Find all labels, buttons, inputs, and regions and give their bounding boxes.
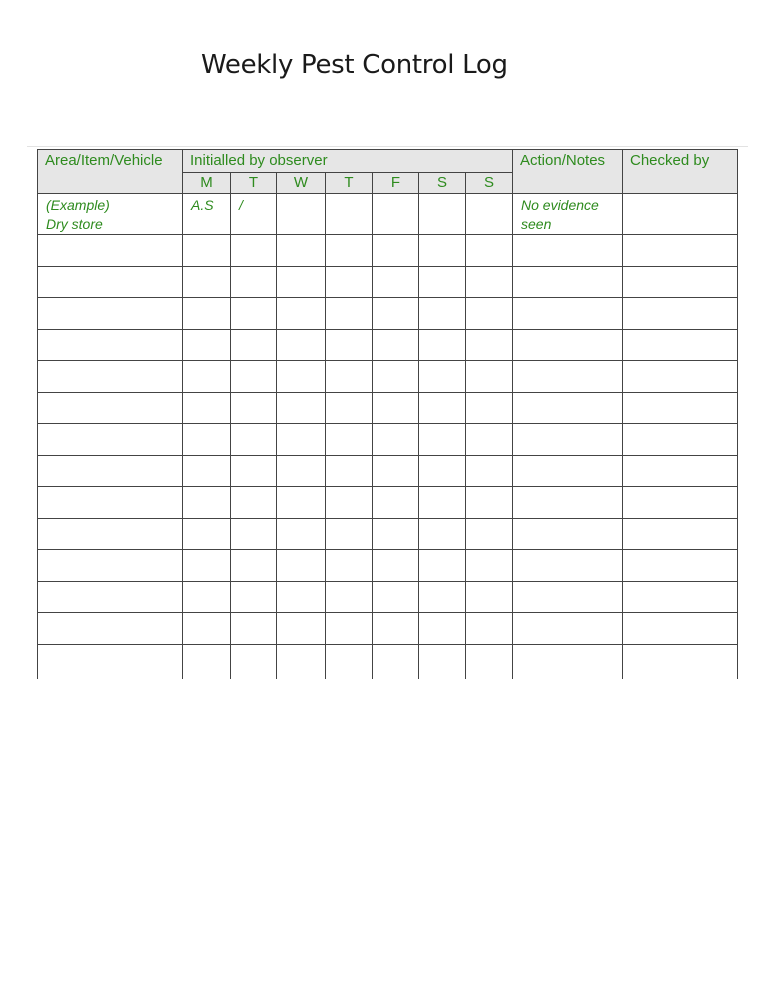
- thursday-cell[interactable]: [326, 550, 373, 582]
- table-row: [38, 581, 738, 613]
- sunday-cell[interactable]: [466, 298, 513, 330]
- saturday-cell[interactable]: [419, 298, 466, 330]
- day-header-tuesday: T: [231, 173, 277, 194]
- header-row: [38, 150, 738, 173]
- wednesday-cell[interactable]: [277, 298, 326, 330]
- friday-cell[interactable]: [373, 455, 419, 487]
- saturday-cell[interactable]: [419, 329, 466, 361]
- wednesday-cell[interactable]: [277, 613, 326, 645]
- checked-cell[interactable]: [623, 298, 738, 330]
- checked-cell[interactable]: [623, 235, 738, 267]
- notes-cell[interactable]: [513, 613, 623, 645]
- monday-cell[interactable]: [183, 298, 231, 330]
- table-row: [38, 518, 738, 550]
- example-friday-cell[interactable]: [373, 194, 419, 235]
- table-row: [38, 424, 738, 456]
- example-notes-line1: No evidence: [521, 197, 599, 213]
- header-checked-by: Checked by: [623, 150, 738, 194]
- tuesday-cell[interactable]: [231, 518, 277, 550]
- wednesday-cell[interactable]: [277, 329, 326, 361]
- header-initialled: Initialled by observer: [183, 150, 513, 173]
- example-row: [38, 194, 738, 235]
- checked-cell[interactable]: [623, 644, 738, 679]
- thursday-cell[interactable]: [326, 392, 373, 424]
- pest-control-log-table: [37, 149, 738, 679]
- sunday-cell[interactable]: [466, 581, 513, 613]
- notes-cell[interactable]: [513, 487, 623, 519]
- example-area-cell[interactable]: [38, 194, 183, 235]
- table-row: [38, 392, 738, 424]
- day-header-sunday: S: [466, 173, 513, 194]
- notes-cell[interactable]: [513, 581, 623, 613]
- notes-cell[interactable]: [513, 361, 623, 393]
- area-cell[interactable]: [38, 644, 183, 679]
- tuesday-cell[interactable]: [231, 487, 277, 519]
- sunday-cell[interactable]: [466, 235, 513, 267]
- wednesday-cell[interactable]: [277, 235, 326, 267]
- example-monday-initials: A.S: [191, 197, 214, 213]
- tuesday-cell[interactable]: [231, 613, 277, 645]
- example-saturday-cell[interactable]: [419, 194, 466, 235]
- tuesday-cell[interactable]: [231, 424, 277, 456]
- friday-cell[interactable]: [373, 361, 419, 393]
- example-tuesday-cell[interactable]: [231, 194, 277, 235]
- saturday-cell[interactable]: [419, 581, 466, 613]
- area-cell[interactable]: [38, 392, 183, 424]
- tuesday-cell[interactable]: [231, 329, 277, 361]
- saturday-cell[interactable]: [419, 392, 466, 424]
- saturday-cell[interactable]: [419, 424, 466, 456]
- notes-cell[interactable]: [513, 518, 623, 550]
- area-cell[interactable]: [38, 298, 183, 330]
- sunday-cell[interactable]: [466, 455, 513, 487]
- wednesday-cell[interactable]: [277, 550, 326, 582]
- notes-cell[interactable]: [513, 550, 623, 582]
- checked-cell[interactable]: [623, 266, 738, 298]
- checked-cell[interactable]: [623, 581, 738, 613]
- example-notes-line2: seen: [521, 216, 552, 232]
- table-row: [38, 550, 738, 582]
- tuesday-cell[interactable]: [231, 266, 277, 298]
- table-row: [38, 644, 738, 679]
- thursday-cell[interactable]: [326, 329, 373, 361]
- saturday-cell[interactable]: [419, 550, 466, 582]
- notes-cell[interactable]: [513, 455, 623, 487]
- tuesday-cell[interactable]: [231, 235, 277, 267]
- table-row: [38, 487, 738, 519]
- area-cell[interactable]: [38, 424, 183, 456]
- saturday-cell[interactable]: [419, 644, 466, 679]
- table-row: [38, 298, 738, 330]
- table-row: [38, 266, 738, 298]
- table-row: [38, 613, 738, 645]
- sunday-cell[interactable]: [466, 550, 513, 582]
- monday-cell[interactable]: [183, 644, 231, 679]
- checked-cell[interactable]: [623, 361, 738, 393]
- tuesday-cell[interactable]: [231, 550, 277, 582]
- friday-cell[interactable]: [373, 298, 419, 330]
- notes-cell[interactable]: [513, 392, 623, 424]
- wednesday-cell[interactable]: [277, 361, 326, 393]
- friday-cell[interactable]: [373, 235, 419, 267]
- top-divider: [27, 146, 748, 147]
- example-sunday-cell[interactable]: [466, 194, 513, 235]
- area-cell[interactable]: [38, 266, 183, 298]
- notes-cell[interactable]: [513, 644, 623, 679]
- friday-cell[interactable]: [373, 518, 419, 550]
- example-area-line2: Dry store: [46, 216, 103, 232]
- friday-cell[interactable]: [373, 266, 419, 298]
- sunday-cell[interactable]: [466, 329, 513, 361]
- notes-cell[interactable]: [513, 235, 623, 267]
- monday-cell[interactable]: [183, 613, 231, 645]
- area-cell[interactable]: [38, 487, 183, 519]
- checked-cell[interactable]: [623, 518, 738, 550]
- header-action-notes: Action/Notes: [513, 150, 623, 194]
- example-thursday-cell[interactable]: [326, 194, 373, 235]
- checked-cell[interactable]: [623, 613, 738, 645]
- checked-cell[interactable]: [623, 455, 738, 487]
- sunday-cell[interactable]: [466, 487, 513, 519]
- thursday-cell[interactable]: [326, 487, 373, 519]
- wednesday-cell[interactable]: [277, 581, 326, 613]
- monday-cell[interactable]: [183, 392, 231, 424]
- monday-cell[interactable]: [183, 266, 231, 298]
- monday-cell[interactable]: [183, 518, 231, 550]
- friday-cell[interactable]: [373, 329, 419, 361]
- thursday-cell[interactable]: [326, 361, 373, 393]
- area-cell[interactable]: [38, 235, 183, 267]
- monday-cell[interactable]: [183, 581, 231, 613]
- day-header-thursday: T: [326, 173, 373, 194]
- monday-cell[interactable]: [183, 487, 231, 519]
- saturday-cell[interactable]: [419, 487, 466, 519]
- wednesday-cell[interactable]: [277, 644, 326, 679]
- thursday-cell[interactable]: [326, 424, 373, 456]
- sunday-cell[interactable]: [466, 361, 513, 393]
- area-cell[interactable]: [38, 550, 183, 582]
- saturday-cell[interactable]: [419, 455, 466, 487]
- sunday-cell[interactable]: [466, 644, 513, 679]
- sunday-cell[interactable]: [466, 266, 513, 298]
- monday-cell[interactable]: [183, 550, 231, 582]
- sunday-cell[interactable]: [466, 613, 513, 645]
- wednesday-cell[interactable]: [277, 487, 326, 519]
- wednesday-cell[interactable]: [277, 392, 326, 424]
- sunday-cell[interactable]: [466, 424, 513, 456]
- area-cell[interactable]: [38, 329, 183, 361]
- friday-cell[interactable]: [373, 424, 419, 456]
- example-notes-cell[interactable]: [513, 194, 623, 235]
- example-area-line1: (Example): [46, 197, 110, 213]
- checked-cell[interactable]: [623, 424, 738, 456]
- header-area: Area/Item/Vehicle: [38, 150, 183, 194]
- friday-cell[interactable]: [373, 644, 419, 679]
- day-header-monday: M: [183, 173, 231, 194]
- sunday-cell[interactable]: [466, 392, 513, 424]
- day-header-saturday: S: [419, 173, 466, 194]
- notes-cell[interactable]: [513, 424, 623, 456]
- notes-cell[interactable]: [513, 298, 623, 330]
- example-wednesday-cell[interactable]: [277, 194, 326, 235]
- thursday-cell[interactable]: [326, 644, 373, 679]
- thursday-cell[interactable]: [326, 518, 373, 550]
- table-row: [38, 361, 738, 393]
- friday-cell[interactable]: [373, 487, 419, 519]
- table-row: [38, 455, 738, 487]
- area-cell[interactable]: [38, 361, 183, 393]
- table-row: [38, 329, 738, 361]
- checked-cell[interactable]: [623, 392, 738, 424]
- tuesday-cell[interactable]: [231, 644, 277, 679]
- thursday-cell[interactable]: [326, 266, 373, 298]
- monday-cell[interactable]: [183, 455, 231, 487]
- tuesday-cell[interactable]: [231, 392, 277, 424]
- wednesday-cell[interactable]: [277, 518, 326, 550]
- area-cell[interactable]: [38, 518, 183, 550]
- page-title: Weekly Pest Control Log: [201, 50, 508, 80]
- area-cell[interactable]: [38, 581, 183, 613]
- friday-cell[interactable]: [373, 550, 419, 582]
- monday-cell[interactable]: [183, 361, 231, 393]
- tuesday-cell[interactable]: [231, 581, 277, 613]
- tuesday-cell[interactable]: [231, 298, 277, 330]
- thursday-cell[interactable]: [326, 298, 373, 330]
- day-header-friday: F: [373, 173, 419, 194]
- saturday-cell[interactable]: [419, 518, 466, 550]
- friday-cell[interactable]: [373, 392, 419, 424]
- area-cell[interactable]: [38, 455, 183, 487]
- tuesday-cell[interactable]: [231, 361, 277, 393]
- saturday-cell[interactable]: [419, 235, 466, 267]
- monday-cell[interactable]: [183, 424, 231, 456]
- friday-cell[interactable]: [373, 581, 419, 613]
- example-checked-cell[interactable]: [623, 194, 738, 235]
- wednesday-cell[interactable]: [277, 424, 326, 456]
- sunday-cell[interactable]: [466, 518, 513, 550]
- monday-cell[interactable]: [183, 329, 231, 361]
- checked-cell[interactable]: [623, 550, 738, 582]
- checked-cell[interactable]: [623, 487, 738, 519]
- saturday-cell[interactable]: [419, 613, 466, 645]
- notes-cell[interactable]: [513, 329, 623, 361]
- thursday-cell[interactable]: [326, 581, 373, 613]
- saturday-cell[interactable]: [419, 361, 466, 393]
- thursday-cell[interactable]: [326, 455, 373, 487]
- thursday-cell[interactable]: [326, 235, 373, 267]
- day-header-wednesday: W: [277, 173, 326, 194]
- example-monday-cell[interactable]: [183, 194, 231, 235]
- example-tuesday-mark: /: [239, 197, 243, 213]
- saturday-cell[interactable]: [419, 266, 466, 298]
- area-cell[interactable]: [38, 613, 183, 645]
- table-row: [38, 235, 738, 267]
- checked-cell[interactable]: [623, 329, 738, 361]
- wednesday-cell[interactable]: [277, 266, 326, 298]
- friday-cell[interactable]: [373, 613, 419, 645]
- notes-cell[interactable]: [513, 266, 623, 298]
- wednesday-cell[interactable]: [277, 455, 326, 487]
- thursday-cell[interactable]: [326, 613, 373, 645]
- monday-cell[interactable]: [183, 235, 231, 267]
- tuesday-cell[interactable]: [231, 455, 277, 487]
